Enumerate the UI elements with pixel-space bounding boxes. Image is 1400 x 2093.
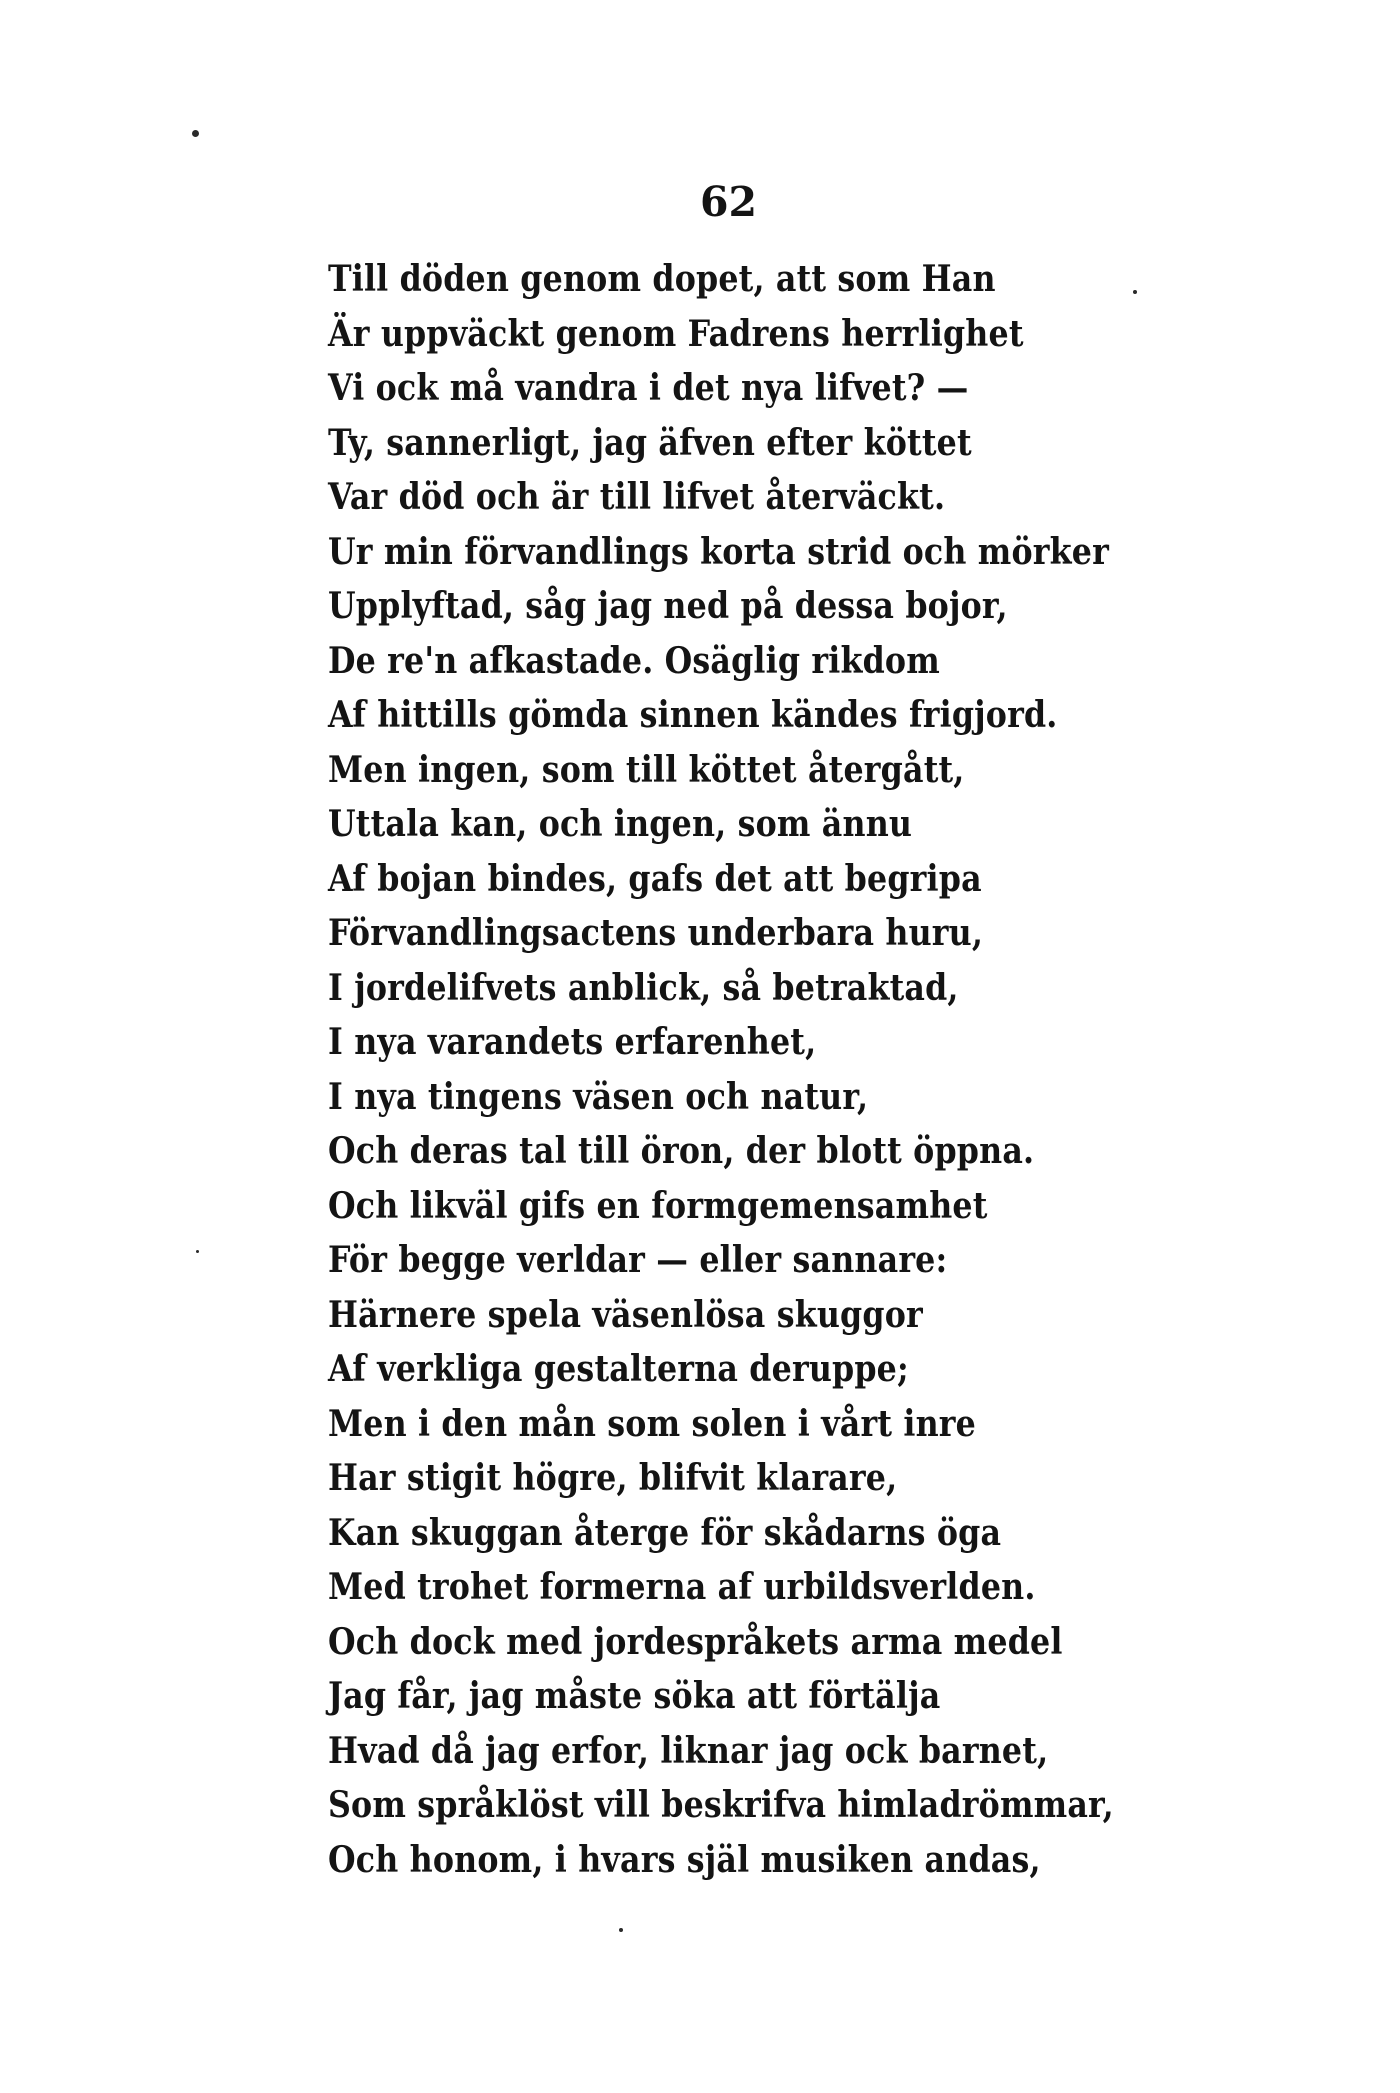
poem-line: Upplyftad, såg jag ned på dessa bojor, (328, 585, 1008, 627)
poem-line: Vi ock må vandra i det nya lifvet? — (328, 367, 969, 409)
ink-speck (192, 130, 199, 137)
poem-line: Förvandlingsactens underbara huru, (328, 912, 984, 954)
poem-line: De re'n afkastade. Osäglig rikdom (328, 639, 940, 682)
poem-line: I nya tingens väsen och natur, (328, 1075, 869, 1118)
poem-line: Och deras tal till öron, der blott öppna. (328, 1130, 1035, 1172)
poem-line: Med trohet formerna af urbildsverlden. (328, 1566, 1036, 1608)
poem-line: Ty, sannerligt, jag äfven efter köttet (328, 421, 972, 464)
ink-speck (619, 1928, 623, 1932)
poem-line: Och likväl gifs en formgemensamhet (328, 1184, 988, 1227)
ink-speck (196, 1250, 199, 1253)
poem-line: Och dock med jordespråkets arma medel (328, 1620, 1063, 1663)
poem-line: Och honom, i hvars själ musiken andas, (328, 1838, 1041, 1881)
poem-line: Uttala kan, och ingen, som ännu (328, 803, 913, 845)
poem-line: Men i den mån som solen i vårt inre (328, 1402, 976, 1445)
poem-line: Som språklöst vill beskrifva himladrömmar, (328, 1784, 1114, 1826)
poem-line: Jag får, jag måste söka att förtälja (328, 1675, 941, 1717)
poem-text (328, 252, 1328, 1887)
poem-line: I nya varandets erfarenhet, (328, 1021, 817, 1063)
poem-line: Af hittills gömda sinnen kändes frigjord. (328, 694, 1058, 736)
poem-line: Till döden genom dopet, att som Han (328, 258, 996, 300)
poem-line: Hvad då jag erfor, liknar jag ock barnet, (328, 1729, 1049, 1772)
poem-line: För begge verldar — eller sannare: (328, 1239, 948, 1281)
poem-line: Är uppväckt genom Fadrens herrlighet (328, 312, 1024, 355)
poem-line: Ur min förvandlings korta strid och mörker (328, 530, 1109, 573)
poem-line: Kan skuggan återge för skådarns öga (328, 1511, 1002, 1554)
poem-line: Var död och är till lifvet återväckt. (328, 476, 946, 518)
poem-line: Har stigit högre, blifvit klarare, (328, 1457, 898, 1499)
poem-line: Härnere spela väsenlösa skuggor (328, 1293, 923, 1336)
page-number: 62 (700, 178, 758, 226)
poem-line: I jordelifvets anblick, så betraktad, (328, 966, 959, 1009)
poem-line: Men ingen, som till köttet återgått, (328, 748, 965, 791)
poem-line: Af bojan bindes, gafs det att begripa (328, 857, 982, 900)
poem-line: Af verkliga gestalterna deruppe; (328, 1348, 909, 1390)
